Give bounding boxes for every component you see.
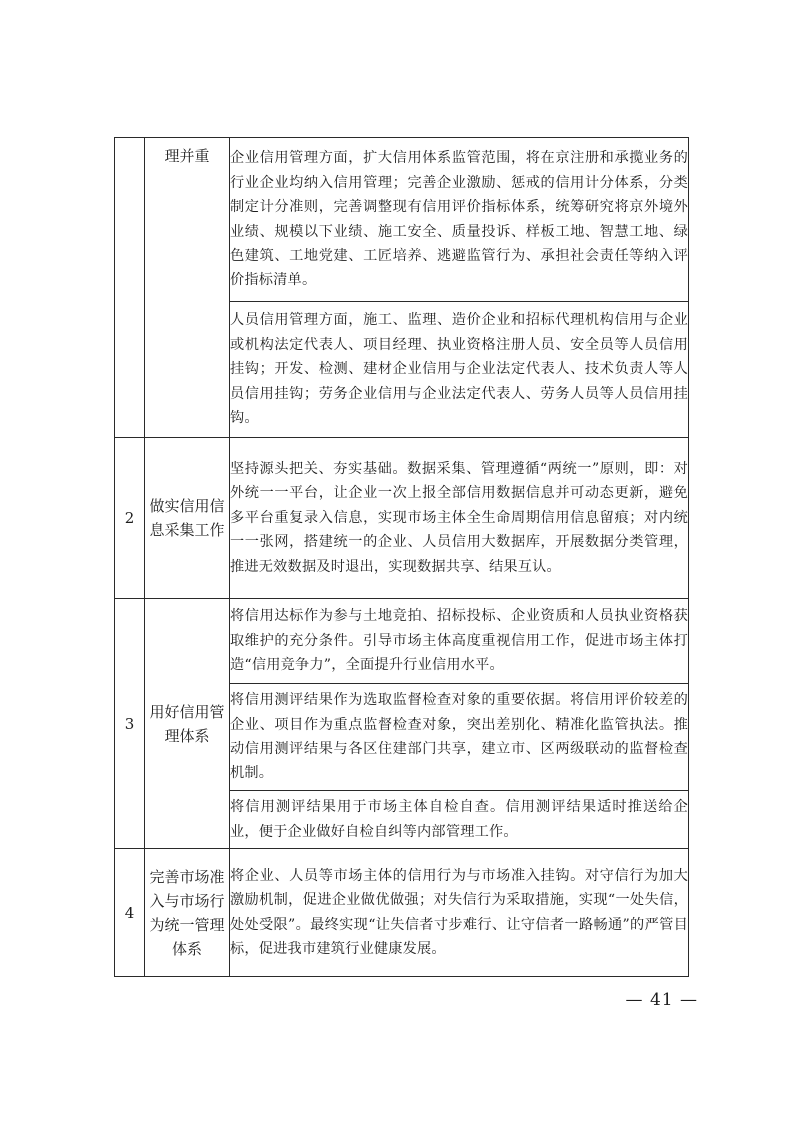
row-number [115,138,145,438]
measure-text: 将信用达标作为参与土地竞拍、招标投标、企业资质和人员执业资格获取维护的充分条件。引导市场主体高度重视信用工作，促进市场主体打造“信用竞争力”，全面提升行业信用水平。 [230,599,689,684]
category-cell: 理并重 [145,138,230,438]
row-number: 2 [115,438,145,599]
table-row [115,138,689,302]
measure-text: 将企业、人员等市场主体的信用行为与市场准入挂钩。对守信行为加大激励机制，促进企业做优做强；对失信行为采取措施，实现“一处失信，处处受限”。最终实现“让失信者寸步难行、让守信者一路畅通”的严管目标，促进我市建筑行业健康发展。 [230,849,689,977]
row-number: 3 [115,599,145,849]
page-number: — 41 — [625,990,698,1010]
table-row [115,599,689,684]
measure-text: 企业信用管理方面，扩大信用体系监管范围，将在京注册和承揽业务的行业企业均纳入信用管理；完善企业激励、惩戒的信用计分体系，分类制定计分准则，完善调整现有信用评价指标体系，统筹研究将京外境外业绩、规模以下业绩、施工安全、质量投诉、样板工地、智慧工地、绿色建筑、工地党建、工匠培养、逃避监管行为、承担社会责任等纳入评价指标清单。 [230,138,689,302]
measure-text: 坚持源头把关、夯实基础。数据采集、管理遵循“两统一”原则，即：对外统一一平台，让企业一次上报全部信用数据信息并可动态更新，避免多平台重复录入信息，实现市场主体全生命周期信用信息留痕；对内统一一张网，搭建统一的企业、人员信用大数据库，开展数据分类管理，推进无效数据及时退出，实现数据共享、结果互认。 [230,438,689,599]
category-cell: 做实信用信息采集工作 [145,438,230,599]
measure-text: 人员信用管理方面，施工、监理、造价企业和招标代理机构信用与企业或机构法定代表人、项目经理、执业资格注册人员、安全员等人员信用挂钩；开发、检测、建材企业信用与企业法定代表人、技术负责人等人员信用挂钩；劳务企业信用与企业法定代表人、劳务人员等人员信用挂钩。 [230,302,689,438]
category-cell: 完善市场准入与市场行为统一管理体系 [145,849,230,977]
measure-text: 将信用测评结果用于市场主体自检自查。信用测评结果适时推送给企业，便于企业做好自检自纠等内部管理工作。 [230,791,689,849]
table-row [115,849,689,977]
category-cell: 用好信用管理体系 [145,599,230,849]
measures-table [114,137,689,977]
measure-text: 将信用测评结果作为选取监督检查对象的重要依据。将信用评价较差的企业、项目作为重点监督检查对象，突出差别化、精准化监管执法。推动信用测评结果与各区住建部门共享，建立市、区两级联动的监督检查机制。 [230,684,689,791]
row-number: 4 [115,849,145,977]
table-row [115,438,689,599]
